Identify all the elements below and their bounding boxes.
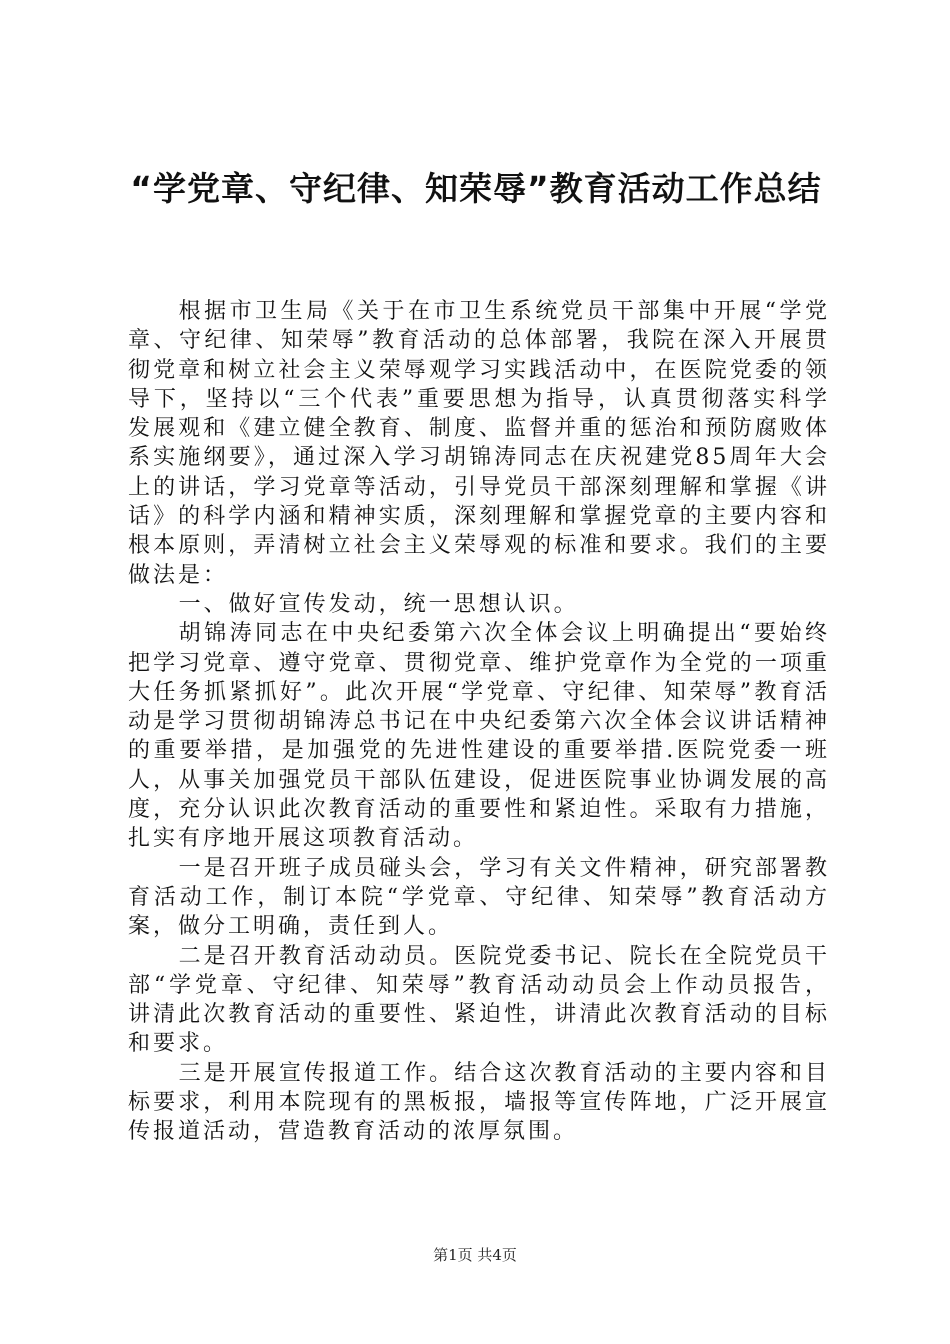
paragraph-section-1: 胡锦涛同志在中央纪委第六次全体会议上明确提出“要始终把学习党章、遵守党章、贯彻党章、维护党章作为全党的一项重大任务抓紧抓好”。此次开展“学党章、守纪律、知荣辱”教育活动是学习贯彻胡锦涛总书记在中央纪委第六次全体会议讲话精神的重要举措，是加强党的先进性建设的重要举措.医院党委一班人，从事关加强党员干部队伍建设，促进医院事业协调发展的高度，充分认识此次教育活动的重要性和紧迫性。采取有力措施，扎实有序地开展这项教育活动。: [128, 621, 830, 852]
paragraph-item-1: 一是召开班子成员碰头会，学习有关文件精神，研究部署教育活动工作，制订本院“学党章、守纪律、知荣辱”教育活动方案，做分工明确，责任到人。: [128, 855, 830, 940]
paragraph-item-2: 二是召开教育活动动员。医院党委书记、院长在全院党员干部“学党章、守纪律、知荣辱”教育活动动员会上作动员报告，讲清此次教育活动的重要性、紧迫性，讲清此次教育活动的目标和要求。: [128, 943, 830, 1057]
document-body: [128, 297, 830, 1147]
paragraph-intro: 根据市卫生局《关于在市卫生系统党员干部集中开展“学党章、守纪律、知荣辱”教育活动的总体部署，我院在深入开展贯彻党章和树立社会主义荣辱观学习实践活动中，在医院党委的领导下，坚持以“三个代表”重要思想为指导，认真贯彻落实科学发展观和《建立健全教育、制度、监督并重的惩治和预防腐败体系实施纲要》，通过深入学习胡锦涛同志在庆祝建党85周年大会上的讲话，学习党章等活动，引导党员干部深刻理解和掌握《讲话》的科学内涵和精神实质，深刻理解和掌握党章的主要内容和根本原则，弄清树立社会主义荣辱观的标准和要求。我们的主要做法是：: [128, 299, 830, 588]
document-title: “学党章、守纪律、知荣辱”教育活动工作总结: [130, 169, 822, 208]
section-heading-1: 一、做好宣传发动，统一思想认识。: [178, 591, 579, 617]
paragraph-item-3: 三是开展宣传报道工作。结合这次教育活动的主要内容和目标要求，利用本院现有的黑板报，墙报等宣传阵地，广泛开展宣传报道活动，营造教育活动的浓厚氛围。: [128, 1060, 830, 1145]
page-number-footer: 第1页 共4页: [433, 1246, 517, 1264]
